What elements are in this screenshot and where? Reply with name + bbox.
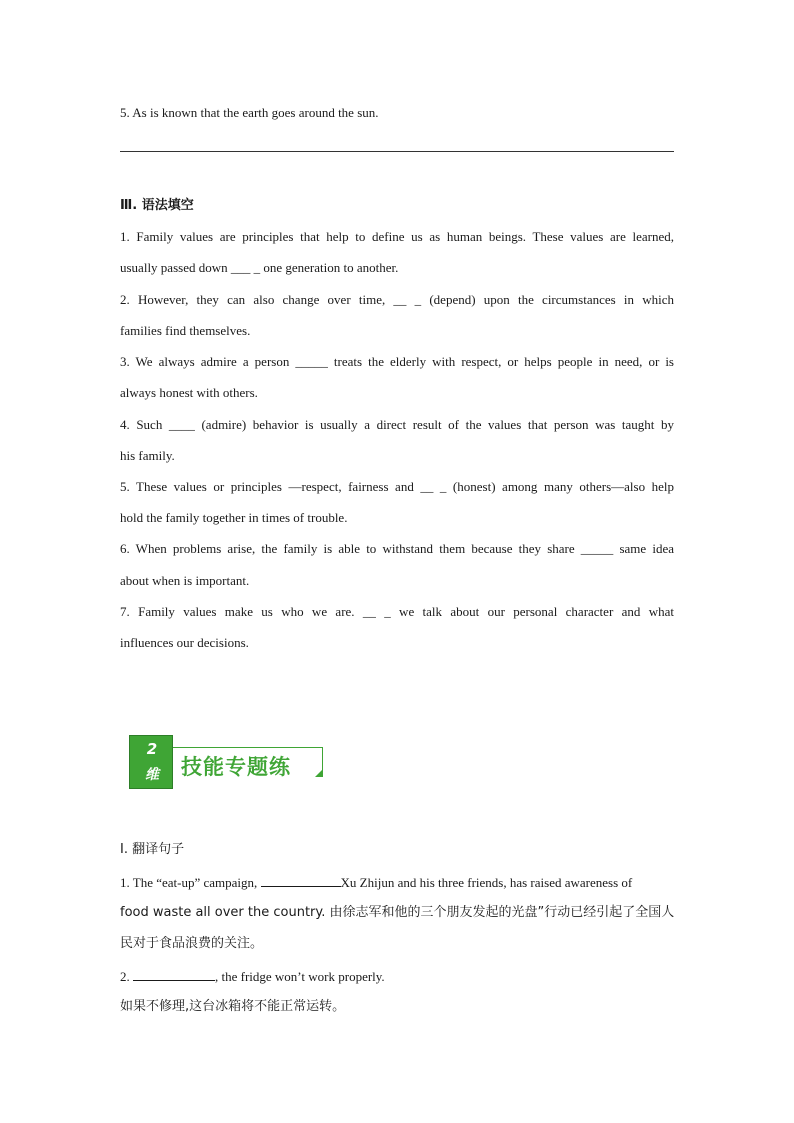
section-heading-translation: I. 翻译句子 — [120, 842, 185, 857]
translation-item-1-suffix: Xu Zhijun and his three friends, has raised awareness of — [340, 875, 633, 890]
section-title: 技能专题练 — [181, 755, 291, 779]
grammar-item-5-line-1: 5. These values or principles —respect, fairness and __ _ (honest) among many others—also help — [120, 479, 674, 494]
section-badge-number: 2 — [146, 740, 158, 758]
grammar-item-7-line-2: influences our decisions. — [120, 635, 249, 650]
corner-triangle-icon — [315, 769, 323, 777]
translation-question-5: 5. As is known that the earth goes around the sun. — [120, 105, 379, 120]
section-title-box — [173, 747, 323, 777]
grammar-item-3-line-2: always honest with others. — [120, 385, 258, 400]
translation-item-2-suffix: , the fridge won’t work properly. — [215, 969, 385, 984]
translation-item-2-prefix: 2. — [120, 969, 130, 984]
translation-item-2-line-1 — [120, 968, 674, 985]
answer-blank[interactable] — [133, 968, 215, 981]
grammar-item-4-line-2: his family. — [120, 448, 175, 463]
translation-item-1-line-2: food waste all over the country. 由徐志军和他的三个朋友发起的光盘”行动已经引起了全国人 — [120, 905, 675, 920]
grammar-item-1-line-1: 1. Family values are principles that help to define us as human beings. These values are learned, — [120, 229, 674, 244]
grammar-item-6-line-2: about when is important. — [120, 573, 250, 588]
grammar-item-4-line-1: 4. Such ____ (admire) behavior is usually a direct result of the values that person was taught by — [120, 417, 674, 432]
grammar-item-2-line-1: 2. However, they can also change over time, __ _ (depend) upon the circumstances in which — [120, 292, 674, 307]
grammar-item-2-line-2: families find themselves. — [120, 323, 251, 338]
section-badge-subtitle: 维 — [145, 767, 159, 783]
section-banner — [129, 735, 329, 791]
grammar-item-3-line-1: 3. We always admire a person _____ treats the elderly with respect, or helps people in need, or is — [120, 354, 674, 369]
answer-blank[interactable] — [261, 874, 341, 887]
section-badge — [129, 735, 173, 789]
grammar-item-5-line-2: hold the family together in times of trouble. — [120, 510, 348, 525]
translation-item-1-line-3: 民对于食品浪费的关注。 — [120, 936, 264, 951]
translation-item-2-line-2: 如果不修理,这台冰箱将不能正常运转。 — [120, 999, 346, 1014]
translation-item-1-line-1 — [120, 874, 674, 891]
grammar-item-6-line-1: 6. When problems arise, the family is able to withstand them because they share _____ same idea — [120, 541, 674, 556]
grammar-item-1-line-2: usually passed down ___ _ one generation to another. — [120, 260, 399, 275]
section-heading-grammar-fill: Ⅲ. 语法填空 — [120, 198, 194, 213]
translation-item-1-prefix: 1. The “eat-up” campaign, — [120, 875, 258, 890]
answer-line — [120, 151, 674, 152]
grammar-item-7-line-1: 7. Family values make us who we are. __ _ we talk about our personal character and what — [120, 604, 674, 619]
